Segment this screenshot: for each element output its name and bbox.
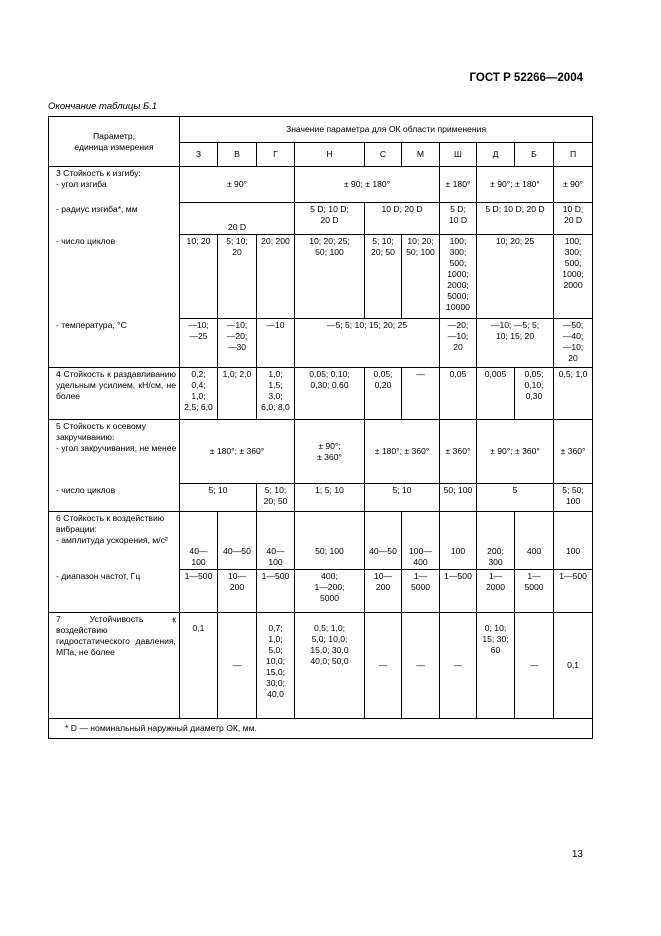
- table-row: [49, 484, 593, 512]
- table-cell: 1; 5; 10: [295, 484, 365, 512]
- table-cell: ± 180°; ± 360°: [365, 420, 440, 484]
- table-cell: —: [402, 613, 440, 719]
- row-label: - температура, °С: [49, 319, 180, 368]
- table-cell: 40— 100: [257, 512, 295, 570]
- table-cell: 1— 5000: [515, 570, 554, 613]
- table-cell: 0,2; 0,4; 1,0; 2,5; 6,0: [180, 368, 218, 420]
- table-cell: 1—500: [440, 570, 477, 613]
- table-cell: 10; 20; 50; 100: [402, 235, 440, 319]
- table-row: [49, 319, 593, 368]
- column-header: Б: [515, 143, 554, 167]
- row-label: 4 Стойкость к раздавливанию удельным усилием, кН/см, не более: [49, 368, 180, 420]
- table-cell: 0,05; 0,10; 0,30: [515, 368, 554, 420]
- table-cell: 0,1: [180, 613, 218, 719]
- column-header: П: [554, 143, 593, 167]
- table-cell: ± 90°: [554, 167, 593, 203]
- table-cell: 100: [554, 512, 593, 570]
- table-cell: 50; 100: [295, 512, 365, 570]
- table-cell: —10; —25: [180, 319, 218, 368]
- page-number: 13: [571, 849, 583, 860]
- row-label: - число циклов: [49, 235, 180, 319]
- table-cell: 1—500: [257, 570, 295, 613]
- column-header: Ш: [440, 143, 477, 167]
- table-row: [49, 203, 593, 235]
- table-cell: —: [365, 613, 402, 719]
- column-header: Н: [295, 143, 365, 167]
- column-header: Г: [257, 143, 295, 167]
- table-cell: —10: [257, 319, 295, 368]
- table-cell: 20 D: [180, 203, 295, 235]
- table-row: [49, 368, 593, 420]
- table-cell: 1— 2000: [477, 570, 515, 613]
- table-cell: 0,5; 1,0; 5,0; 10,0; 15,0; 30,0 40,0; 50,0: [295, 613, 365, 719]
- table-row: [49, 235, 593, 319]
- table-cell: 5; 10: [365, 484, 440, 512]
- table-cell: 5; 10; 20; 50: [365, 235, 402, 319]
- table-cell: 10; 20: [180, 235, 218, 319]
- table-cell: —10; —20; —30: [218, 319, 257, 368]
- row-label: [49, 420, 180, 484]
- column-header: В: [218, 143, 257, 167]
- table-cell: —20; —10; 20: [440, 319, 477, 368]
- row-label: - число циклов: [49, 484, 180, 512]
- row-label-text: - угол закручивания, не менее: [56, 443, 177, 453]
- table-cell: 50; 100: [440, 484, 477, 512]
- table-cell: 10; 20; 25: [477, 235, 554, 319]
- column-header: М: [402, 143, 440, 167]
- table-cell: 0,5; 1,0: [554, 368, 593, 420]
- table-cell: 10 D; 20 D: [554, 203, 593, 235]
- row-label-text: - угол изгиба: [56, 179, 107, 189]
- table-cell: ± 90°; ± 360°: [477, 420, 554, 484]
- table-row: [49, 512, 593, 570]
- param-header: Параметр, единица измерения: [49, 117, 180, 167]
- table-cell: 200; 300: [477, 512, 515, 570]
- table-cell: 0,05; 0,20: [365, 368, 402, 420]
- table-caption: Окончание таблицы Б.1: [48, 101, 158, 112]
- row-label: [49, 167, 180, 203]
- table-cell: 10; 20; 25; 50; 100: [295, 235, 365, 319]
- table-row: [49, 613, 593, 719]
- table-row: [49, 570, 593, 613]
- column-header: Д: [477, 143, 515, 167]
- table-cell: 1,0; 2,0: [218, 368, 257, 420]
- table-cell: —: [440, 613, 477, 719]
- column-header: С: [365, 143, 402, 167]
- table-cell: 5 D; 10 D; 20 D: [477, 203, 554, 235]
- table-cell: ± 180°; ± 360°: [180, 420, 295, 484]
- table-cell: 0,05: [440, 368, 477, 420]
- table-cell: 0,005: [477, 368, 515, 420]
- section-title: 5 Стойкость к осевому закручиванию:: [56, 421, 147, 442]
- table-cell: 100— 400: [402, 512, 440, 570]
- table-cell: —50; —40; —10; 20: [554, 319, 593, 368]
- table-cell: —10; —5; 5; 10; 15; 20: [477, 319, 554, 368]
- table-cell: 1—500: [180, 570, 218, 613]
- table-cell: ± 180°: [440, 167, 477, 203]
- table-cell: 100; 300; 500; 1000; 2000; 5000; 10000: [440, 235, 477, 319]
- table-cell: 20; 200: [257, 235, 295, 319]
- row-label-text: - амплитуда ускорения, м/с²: [56, 535, 168, 545]
- table-cell: 5; 10; 20; 50: [257, 484, 295, 512]
- table-cell: 1,0; 1,5; 3,0; 6,0; 8,0: [257, 368, 295, 420]
- table-cell: ± 360°: [554, 420, 593, 484]
- table-cell: 100; 300; 500; 1000; 2000: [554, 235, 593, 319]
- table-cell: 400: [515, 512, 554, 570]
- table-cell: 5 D; 10 D; 20 D: [295, 203, 365, 235]
- table-cell: 5; 10: [180, 484, 257, 512]
- section-title: 6 Стойкость к воздействию вибрации:: [56, 513, 165, 534]
- table-cell: —: [218, 613, 257, 719]
- table-cell: —: [515, 613, 554, 719]
- table-cell: 1— 5000: [402, 570, 440, 613]
- table-row: [49, 420, 593, 484]
- table-cell: ± 90°; ± 360°: [295, 420, 365, 484]
- table-cell: 100: [440, 512, 477, 570]
- table-cell: 5; 50; 100: [554, 484, 593, 512]
- row-label: - радиус изгиба*, мм: [49, 203, 180, 235]
- row-label: 7 Устойчивость к воздействию гидростатического давления, МПа, не более: [49, 613, 180, 719]
- section-title: 3 Стойкость к изгибу:: [56, 168, 141, 178]
- table-cell: 1—500: [554, 570, 593, 613]
- table-cell: ± 90; ± 180°: [295, 167, 440, 203]
- value-header: Значение параметра для ОК области применения: [180, 117, 593, 143]
- header-row: [49, 117, 593, 143]
- table-cell: 40—50: [218, 512, 257, 570]
- table-cell: ± 90°: [180, 167, 295, 203]
- standard-designation: ГОСТ Р 52266—2004: [469, 72, 583, 84]
- table-cell: —: [402, 368, 440, 420]
- table-cell: 0,1: [554, 613, 593, 719]
- table-row: [49, 167, 593, 203]
- table-cell: 10— 200: [218, 570, 257, 613]
- table-cell: 0; 10; 15; 30; 60: [477, 613, 515, 719]
- column-header: З: [180, 143, 218, 167]
- parameter-table: [48, 116, 593, 739]
- table-cell: 5; 10; 20: [218, 235, 257, 319]
- table-cell: 40—50: [365, 512, 402, 570]
- table-cell: 0,05; 0,10; 0,30; 0,60: [295, 368, 365, 420]
- table-cell: —5; 5; 10; 15; 20; 25: [295, 319, 440, 368]
- table-cell: 40— 100: [180, 512, 218, 570]
- table-cell: 5: [477, 484, 554, 512]
- footnote-row: [49, 719, 593, 739]
- table-cell: 400; 1—200; 5000: [295, 570, 365, 613]
- table-cell: ± 90°; ± 180°: [477, 167, 554, 203]
- table-cell: 10— 200: [365, 570, 402, 613]
- table-cell: 5 D; 10 D: [440, 203, 477, 235]
- row-label: [49, 512, 180, 570]
- table-cell: 10 D; 20 D: [365, 203, 440, 235]
- table-cell: ± 360°: [440, 420, 477, 484]
- table-cell: 0,7; 1,0; 5,0; 10,0; 15,0; 30,0; 40,0: [257, 613, 295, 719]
- row-label: - диапазон частот, Гц: [49, 570, 180, 613]
- footnote: * D — номинальный наружный диаметр ОК, мм.: [49, 719, 593, 739]
